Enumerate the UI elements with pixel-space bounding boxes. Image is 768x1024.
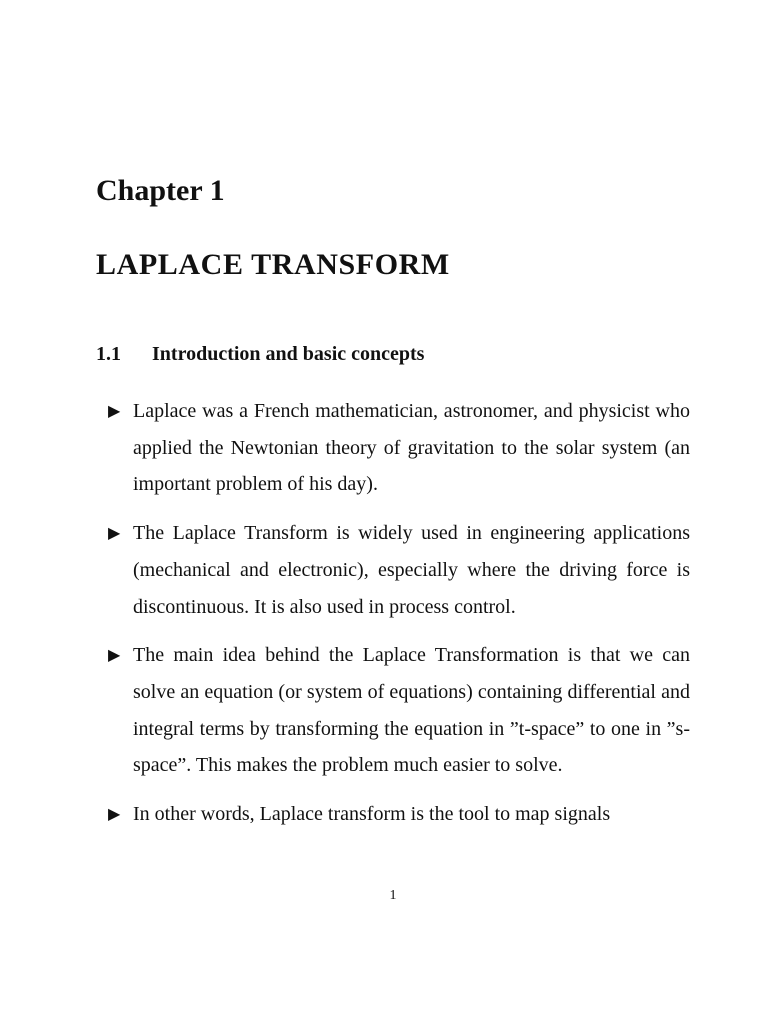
chapter-label: Chapter 1 [96, 174, 225, 207]
bullet-text: Laplace was a French mathematician, astronomer, and physicist who applied the Newtonian theory of gravitation to the solar system (an important problem of his day). [133, 400, 690, 496]
bullet-item [108, 515, 690, 625]
bullet-triangle-icon: ▶ [108, 804, 121, 824]
page-number: 1 [389, 888, 397, 903]
bullet-triangle-icon: ▶ [108, 401, 121, 420]
section-number: 1.1 [96, 343, 121, 365]
bullet-text: In other words, Laplace transform is the tool to map signals [133, 803, 611, 826]
section-heading [96, 340, 424, 368]
chapter-title: LAPLACE TRANSFORM [96, 248, 450, 281]
bullet-text: The Laplace Transform is widely used in engineering applications (mechanical and electronic), especially where the driving force is discontinuous. It is also used in process control. [133, 522, 690, 618]
bullet-triangle-icon: ▶ [108, 523, 121, 543]
bullet-text: The main idea behind the Laplace Transformation is that we can solve an equation (or system of equations) containing differential and integral terms by transforming the equation in ”t-space” to one in ”s-space”. This makes the problem much easier to solve. [133, 644, 690, 777]
section-title: Introduction and basic concepts [152, 343, 425, 365]
bullet-triangle-icon: ▶ [108, 645, 121, 665]
bullet-list [108, 393, 690, 845]
bullet-item [108, 796, 690, 833]
bullet-item [108, 637, 690, 784]
bullet-item [108, 393, 690, 503]
